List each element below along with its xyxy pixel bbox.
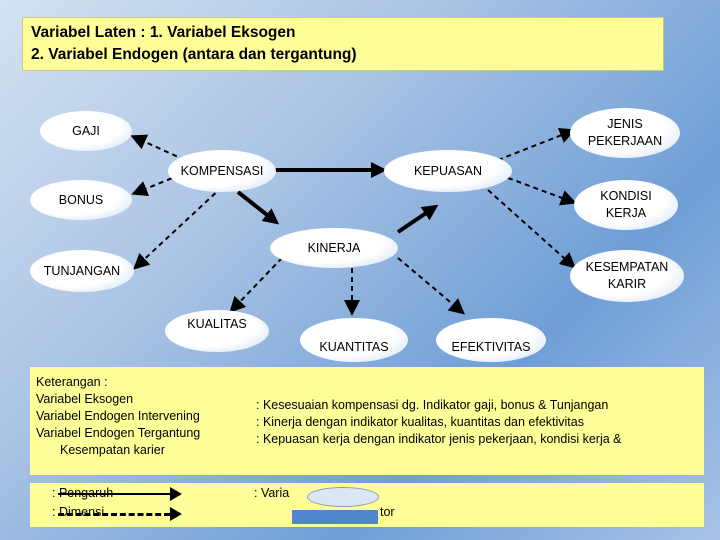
node-jenis-pekerjaan — [570, 108, 680, 158]
node-kondisi-kerja-label-1: KONDISI — [600, 189, 652, 203]
node-gaji — [40, 111, 132, 151]
node-kualitas-label: KUALITAS — [187, 317, 247, 331]
node-jenis-pekerjaan-label-1: JENIS — [607, 117, 643, 131]
key-box — [30, 483, 704, 527]
legend-labels — [36, 374, 200, 459]
arrow-kinerja-kepuasan — [398, 207, 435, 232]
arrow-kompensasi-gaji — [134, 137, 185, 160]
node-gaji-label: GAJI — [72, 123, 100, 138]
legend-descriptions — [256, 397, 622, 448]
node-efektivitas — [436, 318, 546, 362]
node-tunjangan — [30, 250, 134, 292]
title-line-2: 2. Variabel Endogen (antara dan tergantung) — [31, 46, 357, 63]
indikator-rect-symbol — [292, 510, 378, 524]
node-kesempatan-karir-label-1: KESEMPATAN — [585, 260, 669, 274]
node-kompensasi — [168, 150, 276, 192]
node-kuantitas — [300, 318, 408, 362]
legend-desc-eksogen: : Kesesuaian kompensasi dg. Indikator gaji, bonus & Tunjangan — [256, 398, 609, 412]
node-bonus-label: BONUS — [58, 192, 104, 207]
pengaruh-arrow-head — [170, 487, 182, 501]
dimensi-arrow-head — [170, 507, 182, 521]
node-kepuasan — [384, 150, 512, 192]
node-jenis-pekerjaan-label-2: PEKERJAAN — [587, 134, 663, 148]
legend-label-intervening: Variabel Endogen Intervening — [36, 409, 200, 423]
arrow-kepuasan-jenis — [498, 131, 572, 160]
node-kondisi-kerja-label-2: KERJA — [605, 206, 647, 220]
arrow-kompensasi-tunjangan — [136, 187, 222, 267]
node-kualitas — [165, 310, 269, 352]
legend-label-tergantung: Variabel Endogen Tergantung — [36, 426, 201, 440]
key-variabel: : Varia — [254, 486, 290, 500]
arrow-kepuasan-kondisi — [508, 178, 573, 202]
key-indikator: tor — [380, 505, 395, 519]
arrow-kepuasan-kesempatan — [488, 190, 573, 266]
legend-desc-tergantung: : Kepuasan kerja dengan indikator jenis pekerjaan, kondisi kerja & — [256, 432, 622, 446]
node-kuantitas-label: KUANTITAS — [319, 340, 389, 354]
arrow-kinerja-efektivitas — [398, 258, 462, 312]
node-tunjangan-label: TUNJANGAN — [43, 263, 121, 278]
legend-box — [30, 367, 704, 475]
legend-desc-intervening: : Kinerja dengan indikator kualitas, kuantitas dan efektivitas — [256, 415, 584, 429]
arrow-kompensasi-kinerja — [238, 192, 276, 222]
node-kinerja-label: KINERJA — [307, 240, 361, 255]
legend-label-kesempatan: Kesempatan karier — [60, 443, 165, 457]
node-kompensasi-label: KOMPENSASI — [180, 163, 264, 178]
node-efektivitas-label: EFEKTIVITAS — [451, 340, 531, 354]
key-dimensi: : Dimensi — [52, 505, 105, 519]
node-kesempatan-karir-label-2: KARIR — [607, 277, 647, 291]
legend-label-eksogen: Variabel Eksogen — [36, 392, 134, 406]
legend-heading: Keterangan : — [36, 375, 108, 389]
node-kinerja — [270, 228, 398, 268]
arrow-kinerja-kualitas — [232, 258, 282, 310]
node-bonus — [30, 180, 132, 220]
key-pengaruh: : Pengaruh — [52, 486, 114, 500]
variabel-oval-symbol — [307, 487, 379, 507]
node-kondisi-kerja — [574, 180, 678, 230]
node-kepuasan-label: KEPUASAN — [413, 163, 483, 178]
node-kesempatan-karir — [570, 250, 684, 302]
title-line-1: Variabel Laten : 1. Variabel Eksogen — [31, 24, 296, 41]
